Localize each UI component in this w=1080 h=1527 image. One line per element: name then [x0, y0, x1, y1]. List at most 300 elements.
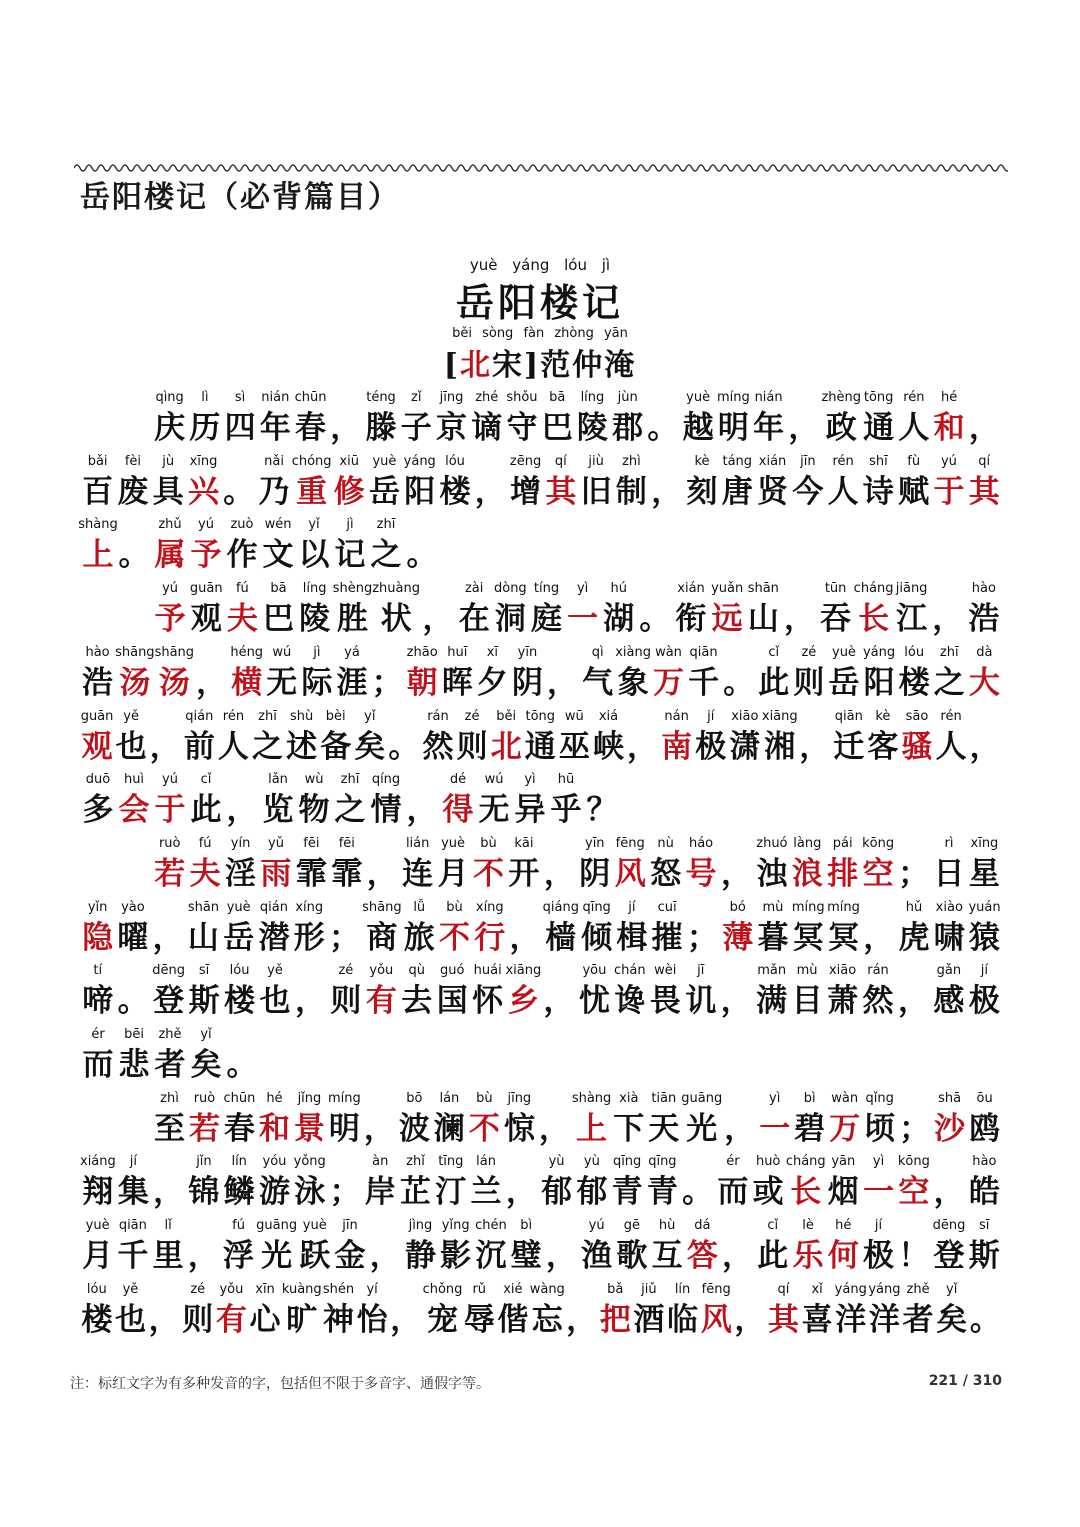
char-cell	[932, 643, 967, 705]
char-cell	[584, 770, 620, 832]
char-pinyin: yú	[940, 453, 957, 469]
char-pinyin: ōu	[976, 1090, 993, 1106]
char-pinyin: yuè	[441, 835, 466, 851]
char-cell	[332, 1216, 367, 1278]
char: 情	[370, 792, 402, 829]
char-cell	[222, 388, 257, 450]
char-cell	[542, 834, 577, 896]
char: 胜	[336, 601, 368, 638]
char: 摧	[651, 919, 683, 956]
char-pinyin: jìng	[408, 1218, 433, 1234]
char-cell	[826, 1216, 861, 1278]
char-cell	[440, 770, 476, 832]
char-cell	[256, 898, 291, 960]
char-pinyin: zé	[338, 963, 354, 979]
char-cell	[900, 707, 934, 769]
char-cell	[720, 452, 755, 514]
char: 春	[295, 410, 327, 446]
char-cell	[860, 834, 895, 896]
char: ；	[328, 919, 360, 956]
char-pinyin: zhǔ	[158, 517, 182, 533]
char: 矣	[190, 1047, 222, 1083]
char-cell	[683, 961, 718, 1023]
char-cell	[434, 388, 469, 450]
char-cell	[935, 1280, 969, 1342]
char-pinyin: shān	[747, 581, 779, 597]
char-cell	[545, 643, 580, 705]
char-cell	[405, 643, 440, 705]
char: 潇	[729, 728, 761, 765]
char: 月	[437, 855, 469, 892]
char-pinyin: yáng	[834, 1281, 867, 1297]
char: 楼	[81, 1301, 113, 1338]
char-cell	[862, 643, 897, 705]
char-highlighted: 予	[190, 537, 222, 574]
char-pinyin: nǎi	[264, 453, 284, 469]
char-cell	[745, 579, 781, 641]
char-pinyin: bā	[270, 581, 287, 597]
text-line	[80, 1280, 1002, 1342]
char: 阳	[863, 664, 895, 701]
page-number: 221 / 310	[928, 1373, 1002, 1389]
char-pinyin: qiān	[118, 1218, 147, 1234]
char: 青	[611, 1174, 643, 1211]
char-pinyin: xiū	[339, 453, 359, 469]
char-highlighted: 雨	[260, 855, 292, 892]
char-cell	[754, 961, 789, 1023]
char-pinyin: lóu	[445, 453, 465, 469]
char: ，	[149, 728, 181, 765]
char-cell	[293, 961, 328, 1023]
char-cell	[719, 834, 754, 896]
char-cell	[798, 707, 832, 769]
char: 神	[322, 1301, 354, 1338]
char: ，	[330, 410, 362, 446]
char: 浩	[82, 664, 114, 701]
text-line	[80, 770, 1002, 832]
char-cell	[685, 898, 720, 960]
char-cell	[683, 834, 718, 896]
char-cell	[152, 579, 188, 641]
char-cell	[221, 452, 256, 514]
char-cell	[432, 1089, 467, 1151]
char-cell	[421, 707, 455, 769]
char: 泳	[294, 1174, 326, 1211]
char: 制	[615, 473, 647, 510]
char-pinyin: tíng	[533, 581, 560, 597]
char-cell	[229, 643, 264, 705]
char: 物	[298, 792, 330, 829]
char-pinyin: lóu	[86, 1281, 107, 1297]
char-cell	[528, 579, 564, 641]
char: 潜	[258, 919, 290, 956]
char-cell	[257, 961, 292, 1023]
char-highlighted: 万	[829, 1110, 861, 1147]
char-highlighted: 一	[567, 601, 599, 638]
char-pinyin: zhé	[475, 390, 499, 405]
char-pinyin: tūn	[824, 581, 847, 597]
char-cell	[791, 643, 826, 705]
char-cell	[686, 643, 721, 705]
char-pinyin: wū	[564, 708, 584, 724]
char: ；	[329, 1174, 361, 1211]
char-pinyin: kōng	[897, 1154, 930, 1170]
char: 矣	[936, 1301, 968, 1338]
char-cell	[404, 770, 440, 832]
char-pinyin: ér	[91, 1027, 105, 1042]
char-pinyin: rén	[222, 708, 245, 724]
char-pinyin: bù	[476, 1090, 493, 1106]
char: 明	[717, 410, 749, 446]
char-pinyin: qīng	[648, 1154, 677, 1170]
char-pinyin: mǎn	[757, 963, 787, 979]
char: 巴	[541, 410, 573, 446]
char: 芷	[400, 1174, 432, 1211]
char-pinyin: qí	[777, 1281, 790, 1297]
char-cell	[116, 515, 152, 577]
char-cell	[579, 898, 614, 960]
char-highlighted: 得	[442, 792, 474, 829]
char: 岸	[364, 1174, 396, 1211]
char-cell	[615, 643, 651, 705]
char-pinyin: yě	[122, 1281, 139, 1297]
char-pinyin: dé	[449, 772, 467, 788]
char-cell	[462, 1280, 496, 1342]
char: 讥	[685, 983, 717, 1020]
char-pinyin: líng	[580, 390, 605, 405]
char: 岳	[368, 473, 400, 510]
char-cell	[151, 898, 186, 960]
char-cell	[224, 1025, 260, 1087]
char: 谗	[614, 983, 646, 1020]
char: 霏	[295, 855, 327, 892]
char-pinyin: yá	[344, 644, 360, 660]
char-cell	[934, 707, 968, 769]
char-cell	[151, 1152, 186, 1214]
char-cell	[861, 388, 896, 450]
char-highlighted: 薄	[722, 919, 754, 956]
char-pinyin: hé	[940, 390, 958, 405]
char-highlighted: 其	[545, 473, 577, 510]
char: 春	[223, 1110, 255, 1147]
char: 畏	[649, 983, 681, 1020]
char-cell	[790, 452, 825, 514]
char-cell	[256, 452, 291, 514]
author-char: ]	[524, 348, 541, 383]
char-cell	[901, 1280, 935, 1342]
char-cell	[440, 643, 475, 705]
char-pinyin: lóu	[904, 644, 925, 660]
char-cell	[114, 1280, 148, 1342]
char: 乎	[550, 792, 582, 829]
char-pinyin: jí	[980, 963, 988, 979]
char-cell	[579, 452, 614, 514]
char-pinyin: guāng	[256, 1218, 298, 1234]
text-line	[80, 643, 1002, 705]
char: ，	[932, 601, 964, 638]
char: 怒	[650, 855, 682, 892]
char-highlighted: 于	[154, 792, 186, 829]
char: ，	[366, 855, 398, 892]
char: 状	[380, 601, 412, 638]
char-pinyin: bó	[729, 899, 746, 915]
char: 此	[190, 792, 222, 829]
char-cell	[505, 961, 541, 1023]
char-pinyin: yuè	[85, 1218, 110, 1234]
char: 连	[402, 855, 434, 892]
char: 兰	[470, 1174, 502, 1211]
char-cell	[222, 1152, 257, 1214]
char-cell	[826, 643, 861, 705]
char: 浩	[968, 601, 1000, 638]
char: 郁	[541, 1174, 573, 1211]
char-cell	[297, 1216, 332, 1278]
char: ，	[369, 1238, 401, 1275]
char-cell	[716, 388, 751, 450]
char-cell	[186, 961, 221, 1023]
char-cell	[187, 1089, 222, 1151]
char-pinyin: guāng	[681, 1090, 723, 1106]
char-pinyin: qīng	[612, 1154, 642, 1170]
char: ，	[474, 473, 506, 510]
char-pinyin: shǒu	[506, 390, 538, 405]
char-cell	[299, 643, 334, 705]
char-cell	[930, 579, 966, 641]
char-highlighted: 若	[188, 1110, 220, 1147]
text-line	[80, 707, 1002, 769]
char: 光	[261, 1238, 293, 1275]
char-cell	[467, 1089, 502, 1151]
char: 歌	[616, 1238, 648, 1275]
char: 星	[968, 855, 1000, 892]
char-pinyin: zhī	[376, 517, 396, 533]
char: 旧	[580, 473, 612, 510]
char-highlighted: 有	[215, 1301, 247, 1338]
char-pinyin: hú	[610, 581, 627, 597]
char-cell	[150, 1216, 185, 1278]
char-pinyin: bì	[520, 1218, 533, 1234]
char-pinyin: chǒng	[422, 1281, 463, 1297]
char-pinyin: kè	[694, 453, 710, 469]
char: 澜	[433, 1110, 465, 1147]
char-pinyin: qí	[978, 453, 991, 469]
char-pinyin: fù	[907, 453, 921, 469]
char: ，	[969, 728, 1001, 765]
char: 此	[758, 664, 790, 701]
char-cell	[469, 388, 504, 450]
char: 啸	[933, 919, 965, 956]
char: 形	[293, 919, 325, 956]
char-cell	[353, 707, 387, 769]
char: 无	[478, 792, 510, 829]
char-cell	[80, 961, 115, 1023]
char-highlighted: 一	[759, 1110, 791, 1147]
char: 楼	[224, 983, 256, 1020]
char: ；	[371, 664, 403, 701]
char-cell	[832, 707, 866, 769]
char-highlighted: 会	[118, 792, 150, 829]
char-cell	[539, 1152, 574, 1214]
char-cell	[399, 961, 434, 1023]
char: 通	[863, 410, 895, 446]
char: 谪	[471, 410, 503, 446]
char-cell	[114, 707, 148, 769]
char-cell	[402, 898, 437, 960]
char: 感	[933, 983, 965, 1020]
char-cell	[896, 834, 931, 896]
char: ，	[720, 983, 752, 1020]
char: ，	[547, 664, 579, 701]
char-cell	[548, 770, 584, 832]
char-cell	[931, 388, 966, 450]
char-pinyin: guó	[440, 963, 465, 979]
char-cell	[80, 515, 116, 577]
char: 则	[330, 983, 362, 1020]
char-cell	[611, 1089, 646, 1151]
char: 极	[695, 728, 727, 765]
char-pinyin: huái	[473, 963, 502, 979]
char-cell	[715, 1152, 750, 1214]
char-pinyin: chūn	[294, 390, 327, 405]
char-cell	[147, 1280, 181, 1342]
char-cell	[260, 515, 296, 577]
char-cell	[186, 452, 221, 514]
char-cell	[666, 1280, 700, 1342]
char-pinyin: fēi	[338, 835, 355, 851]
char-pinyin: nán	[664, 708, 689, 724]
char-cell	[718, 961, 753, 1023]
char-highlighted: 空	[898, 1174, 930, 1211]
char-highlighted: 行	[474, 919, 506, 956]
char-pinyin: hǔ	[905, 899, 923, 915]
char-cell	[116, 770, 152, 832]
char: 则	[182, 1301, 214, 1338]
char-cell	[292, 1089, 327, 1151]
char-pinyin: rì	[944, 835, 954, 851]
char-pinyin: huò	[755, 1154, 781, 1170]
text-line	[152, 1089, 1002, 1151]
char-highlighted: 排	[827, 855, 859, 892]
char-cell	[435, 961, 470, 1023]
char-cell	[496, 1280, 530, 1342]
char: ，	[543, 983, 575, 1020]
char-highlighted: 重	[296, 473, 328, 510]
text-line	[80, 1216, 1002, 1278]
char-highlighted: 万	[653, 664, 684, 701]
char-cell	[860, 961, 895, 1023]
char: 猿	[969, 919, 1001, 956]
char: 。	[117, 983, 149, 1020]
char: 然	[422, 728, 454, 765]
char: 楼	[439, 473, 471, 510]
char-cell	[116, 1152, 151, 1214]
char: 冥	[827, 919, 859, 956]
char-cell	[435, 834, 470, 896]
char-pinyin: mù	[796, 963, 818, 979]
char-pinyin: qiáng	[542, 899, 579, 915]
char-pinyin: cǐ	[200, 772, 212, 788]
char: ，	[505, 1174, 537, 1211]
char-cell	[332, 452, 367, 514]
char-pinyin: zhǐ	[406, 1154, 425, 1170]
char-pinyin: sì	[234, 390, 246, 405]
char-highlighted: 属	[154, 537, 186, 574]
char-pinyin: àn	[372, 1154, 389, 1170]
char-pinyin: shā	[938, 1090, 962, 1106]
char-cell	[364, 961, 399, 1023]
char-cell	[762, 707, 798, 769]
char: 极	[862, 1238, 894, 1275]
char-cell	[181, 1280, 215, 1342]
char-cell	[614, 1216, 649, 1278]
char-pinyin: wù	[304, 772, 324, 788]
char: 。	[723, 664, 755, 701]
char-highlighted: 夫	[189, 855, 221, 892]
char-pinyin: xíng	[295, 899, 324, 915]
char: ；	[686, 919, 718, 956]
char-pinyin: xī	[486, 644, 499, 660]
char-cell	[502, 1089, 537, 1151]
char: 滕	[365, 410, 397, 446]
char-cell	[896, 388, 931, 450]
char-cell	[80, 1216, 115, 1278]
char-pinyin: qìng	[155, 390, 184, 405]
char-pinyin: zhèng	[821, 390, 862, 405]
char-highlighted: 长	[858, 601, 890, 638]
char-cell	[80, 1152, 116, 1214]
char-pinyin: jīng	[439, 390, 464, 405]
char-cell	[368, 515, 404, 577]
char-pinyin: bā	[549, 390, 566, 405]
char-cell	[152, 515, 188, 577]
char-cell	[720, 898, 755, 960]
char-pinyin: duō	[85, 772, 111, 788]
char: 旷	[286, 1301, 318, 1338]
char-cell	[931, 452, 966, 514]
char: 国	[436, 983, 468, 1020]
char-cell	[319, 707, 353, 769]
char-pinyin: yuè	[302, 1218, 327, 1234]
char: 庭	[530, 601, 562, 638]
char: 璧	[510, 1238, 542, 1275]
char-cell	[188, 515, 224, 577]
author-char: 范	[540, 348, 573, 383]
char: 满	[756, 983, 788, 1020]
char-pinyin: dà	[976, 644, 993, 660]
char-pinyin: xiāng	[761, 708, 798, 724]
char-cell	[755, 1216, 790, 1278]
char-cell	[862, 1089, 897, 1151]
char-cell	[523, 707, 557, 769]
char-cell	[437, 452, 472, 514]
char-cell	[152, 1089, 187, 1151]
char-pinyin: làng	[793, 835, 822, 851]
char-pinyin: lǐ	[164, 1218, 172, 1234]
char-cell	[216, 707, 250, 769]
char-cell	[402, 452, 437, 514]
char-highlighted: 空	[862, 855, 894, 892]
char: 象	[617, 664, 649, 701]
char-cell	[897, 1089, 932, 1151]
char-pinyin: wèi	[654, 963, 677, 979]
char-cell	[438, 1216, 473, 1278]
char: 作	[226, 537, 258, 574]
char: 冥	[792, 919, 824, 956]
char-cell	[151, 452, 186, 514]
char-pinyin: míng	[827, 899, 860, 915]
char: 巫	[558, 728, 590, 765]
char-pinyin: xiá	[598, 708, 619, 724]
